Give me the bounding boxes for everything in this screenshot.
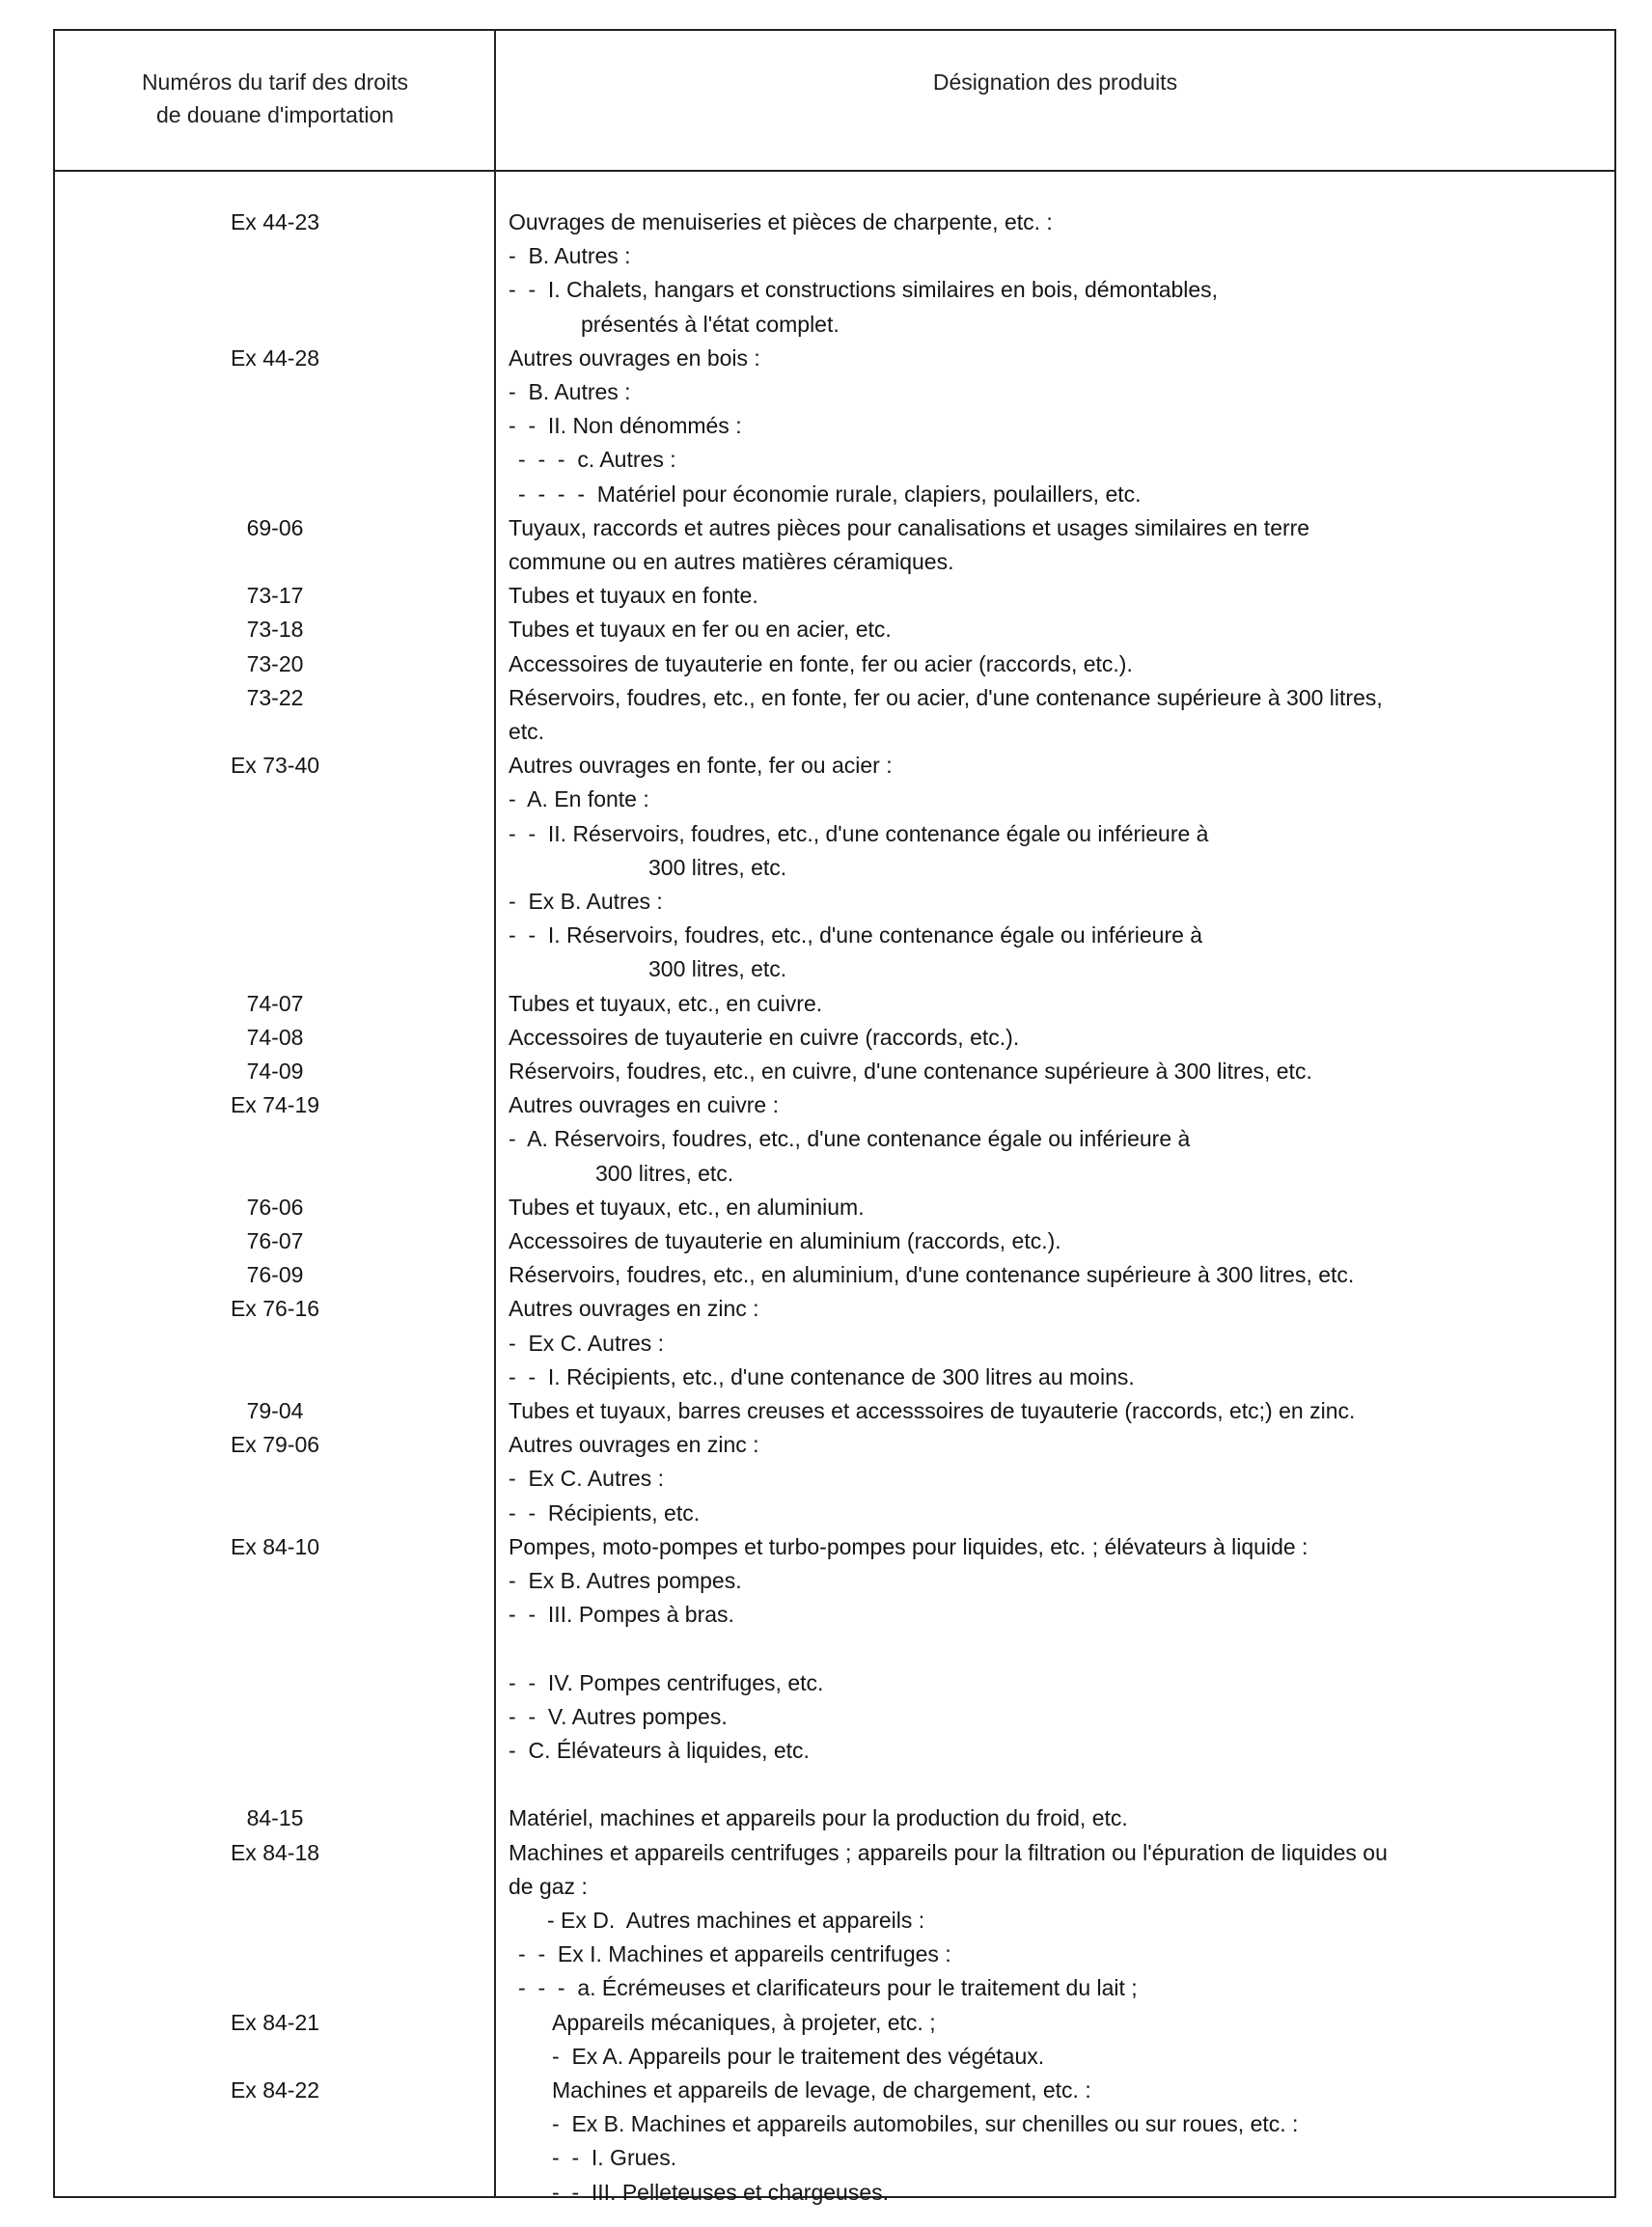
designation-dash-prefix: - - [509, 1602, 548, 1628]
tariff-code: 73-20 [246, 650, 304, 676]
designation-line [552, 2107, 1298, 2141]
designation-line [509, 1700, 728, 1734]
designation-text: B. Autres : [528, 379, 631, 404]
designation-line [518, 443, 676, 477]
designation-line [552, 2141, 676, 2175]
tariff-code: 84-15 [246, 1805, 304, 1831]
designation-line [509, 1836, 1609, 1870]
designation-line [509, 681, 1383, 715]
designation-text: commune ou en autres matières céramiques. [509, 549, 954, 574]
designation-text: Autres ouvrages en bois : [509, 344, 760, 371]
designation-dash-prefix: - [509, 889, 529, 914]
designation-text: Matériel, machines et appareils pour la production du froid, etc. [509, 1805, 1128, 1831]
designation-text: Tubes et tuyaux en fer ou en acier, etc. [509, 617, 892, 643]
designation-text: 300 litres, etc. [648, 854, 787, 880]
designation-text: Réservoirs, foudres, etc., en aluminium, d'une contenance supérieure à 300 litres, etc. [509, 1262, 1355, 1288]
designation-line [509, 1666, 823, 1700]
designation-text: II. Réservoirs, foudres, etc., d'une contenance égale ou inférieure à [547, 820, 1209, 846]
designation-dash-prefix: - - [518, 1941, 558, 1967]
designation-text: Ex A. Appareils pour le traitement des végétaux. [571, 2043, 1045, 2069]
designation-line [509, 1088, 779, 1122]
tariff-code: 74-08 [246, 1024, 304, 1050]
designation-dash-prefix: - - - - [518, 481, 597, 507]
designation-dash-prefix: - - - [518, 1975, 578, 2001]
tariff-code: 69-06 [246, 514, 304, 540]
tariff-code: Ex 44-28 [230, 344, 320, 371]
designation-text: présentés à l'état complet. [581, 311, 840, 337]
header-tariff-numbers-line1: Numéros du tarif des droits [141, 69, 409, 95]
designation-line [509, 1801, 1128, 1835]
designation-line [509, 1428, 759, 1462]
designation-line [509, 647, 1133, 681]
designation-text: Ex B. Machines et appareils automobiles, sur chenilles ou sur roues, etc. : [571, 2111, 1299, 2137]
designation-line [509, 1734, 810, 1768]
designation-line [509, 1191, 865, 1224]
designation-text: Récipients, etc. [547, 1499, 701, 1526]
designation-line [509, 715, 544, 749]
designation-text: A. En fonte : [527, 786, 649, 812]
designation-line [552, 2176, 889, 2210]
designation-dash-prefix: - [509, 243, 529, 269]
designation-text: I. Récipients, etc., d'une contenance de 300 litres au moins. [547, 1363, 1135, 1389]
designation-line [509, 375, 631, 409]
designation-text: I. Réservoirs, foudres, etc., d'une contenance égale ou inférieure à [547, 922, 1203, 949]
designation-dash-prefix: - - [552, 2145, 592, 2171]
designation-text: Ouvrages de menuiseries et pièces de charpente, etc. : [509, 209, 1053, 234]
designation-text: III. Pompes à bras. [547, 1602, 734, 1628]
tariff-code: 74-07 [246, 990, 304, 1016]
designation-text: de gaz : [509, 1873, 588, 1899]
tariff-code: 73-22 [246, 684, 304, 710]
tariff-code: Ex 73-40 [230, 753, 320, 779]
designation-text: Autres ouvrages en zinc : [509, 1432, 759, 1458]
designation-text: Réservoirs, foudres, etc., en cuivre, d'une contenance supérieure à 300 litres, etc. [509, 1059, 1312, 1084]
designation-dash-prefix: - - [509, 922, 548, 949]
designation-line [509, 783, 649, 816]
designation-text: B. Autres : [528, 243, 631, 269]
tariff-code: 73-18 [246, 617, 304, 643]
table-right-border [1614, 29, 1616, 2198]
designation-line [648, 851, 786, 885]
designation-text: Autres ouvrages en zinc : [509, 1296, 759, 1322]
designation-text: Autres ouvrages en cuivre : [509, 1092, 779, 1118]
designation-text: C. Élévateurs à liquides, etc. [528, 1738, 810, 1763]
designation-line [509, 1497, 700, 1530]
designation-line [509, 1292, 759, 1326]
tariff-code: Ex 84-22 [230, 2077, 320, 2103]
designation-line [509, 511, 1609, 545]
designation-line [509, 1122, 1190, 1156]
designation-dash-prefix: - [509, 1738, 529, 1763]
designation-line [509, 1462, 664, 1496]
designation-line [552, 2006, 936, 2040]
designation-dash-prefix: - - [509, 277, 548, 303]
designation-text: Machines et appareils de levage, de chargement, etc. : [552, 2077, 1091, 2103]
designation-text: Accessoires de tuyauterie en fonte, fer ou acier (raccords, etc.). [509, 650, 1133, 676]
designation-dash-prefix: - - [509, 413, 548, 439]
designation-dash-prefix: - [509, 786, 528, 812]
tariff-code: Ex 79-06 [230, 1432, 320, 1458]
designation-text: A. Réservoirs, foudres, etc., d'une contenance égale ou inférieure à [527, 1126, 1191, 1152]
designation-text: Accessoires de tuyauterie en cuivre (raccords, etc.). [509, 1024, 1020, 1050]
designation-text: Appareils mécaniques, à projeter, etc. ; [552, 2009, 936, 2035]
designation-dash-prefix: - - - [518, 447, 578, 473]
designation-text: Pompes, moto-pompes et turbo-pompes pour liquides, etc. ; élévateurs à liquide : [509, 1533, 1308, 1559]
designation-line [552, 2040, 1044, 2074]
designation-line [509, 579, 758, 613]
tariff-code: Ex 76-16 [230, 1296, 320, 1322]
designation-text: Ex B. Autres pompes. [528, 1568, 742, 1593]
designation-line [509, 1224, 1061, 1258]
designation-text: c. Autres : [577, 447, 676, 473]
designation-text: etc. [509, 719, 545, 744]
tariff-code: Ex 84-21 [230, 2009, 320, 2035]
tariff-code: 76-07 [246, 1228, 304, 1253]
designation-text: V. Autres pompes. [547, 1703, 728, 1729]
designation-text: III. Pelleteuses et chargeuses. [591, 2179, 890, 2205]
designation-line [552, 2074, 1091, 2107]
designation-dash-prefix: - [509, 1126, 528, 1152]
table-column-divider [494, 29, 496, 2198]
designation-dash-prefix: - [509, 1568, 529, 1593]
designation-dash-prefix: - [509, 1466, 529, 1492]
tariff-code: 79-04 [246, 1398, 304, 1423]
designation-text: Ex C. Autres : [528, 1330, 665, 1356]
designation-line [509, 1361, 1135, 1394]
designation-line [518, 1938, 951, 1971]
table-top-border [53, 29, 1616, 31]
header-product-designation: Désignation des produits [932, 69, 1178, 95]
tariff-code: Ex 84-10 [230, 1533, 320, 1559]
designation-line [509, 885, 663, 919]
designation-line [509, 1327, 664, 1361]
designation-line [509, 1564, 742, 1598]
designation-line [509, 206, 1053, 239]
designation-text: Matériel pour économie rurale, clapiers, poulaillers, etc. [596, 481, 1142, 507]
header-tariff-numbers [58, 66, 492, 131]
designation-text: Réservoirs, foudres, etc., en fonte, fer ou acier, d'une contenance supérieure à 300 litres, [509, 684, 1383, 710]
designation-line [509, 1870, 588, 1904]
tariff-code: 76-06 [246, 1194, 304, 1220]
designation-line [509, 749, 893, 783]
designation-text: Tuyaux, raccords et autres pièces pour canalisations et usages similaires en terre [509, 514, 1310, 540]
designation-text: Autres ouvrages en fonte, fer ou acier : [509, 753, 893, 779]
tariff-code: Ex 74-19 [230, 1092, 320, 1118]
designation-text: Ex I. Machines et appareils centrifuges : [557, 1941, 951, 1967]
designation-line [509, 1021, 1019, 1055]
designation-line [509, 409, 742, 443]
designation-text: Ex C. Autres : [528, 1466, 665, 1492]
tariff-code: 73-17 [246, 583, 304, 609]
designation-line [595, 1157, 733, 1191]
tariff-code: 74-09 [246, 1059, 304, 1084]
designation-text: Tubes et tuyaux en fonte. [509, 583, 758, 609]
designation-dash-prefix: - [552, 2043, 572, 2069]
designation-dash-prefix: - [509, 1330, 529, 1356]
table-left-border [53, 29, 55, 2198]
designation-dash-prefix: - - [552, 2179, 592, 2205]
designation-line [509, 1530, 1308, 1564]
designation-text: I. Chalets, hangars et constructions similaires en bois, démontables, [547, 277, 1219, 303]
designation-line [509, 239, 631, 273]
designation-dash-prefix: - - [509, 1703, 548, 1729]
designation-text: Machines et appareils centrifuges ; appareils pour la filtration ou l'épuration de liquides ou [509, 1839, 1388, 1865]
designation-line [581, 308, 840, 342]
table-header-divider [53, 170, 1616, 172]
tariff-code: Ex 44-23 [230, 209, 320, 234]
designation-line [509, 1598, 734, 1632]
designation-dash-prefix: - [509, 379, 529, 404]
designation-dash-prefix: - - [509, 1669, 548, 1695]
designation-text: IV. Pompes centrifuges, etc. [547, 1669, 824, 1695]
designation-line [509, 817, 1208, 851]
designation-line [648, 952, 786, 986]
designation-line [509, 545, 954, 579]
designation-line [509, 342, 760, 375]
header-tariff-numbers-line2: de douane d'importation [155, 102, 395, 127]
tariff-code: 76-09 [246, 1262, 304, 1288]
designation-dash-prefix: - [552, 2111, 572, 2137]
designation-line [518, 1971, 1138, 2005]
designation-text: II. Non dénommés : [547, 413, 742, 439]
designation-line [509, 273, 1218, 307]
designation-text: Tubes et tuyaux, etc., en aluminium. [509, 1194, 865, 1220]
designation-text: Accessoires de tuyauterie en aluminium (raccords, etc.). [509, 1228, 1061, 1253]
designation-text: Tubes et tuyaux, barres creuses et accesssoires de tuyauterie (raccords, etc;) en zinc. [509, 1398, 1356, 1423]
designation-text: I. Grues. [591, 2145, 677, 2171]
designation-dash-prefix: - - [509, 820, 548, 846]
designation-line [509, 987, 822, 1021]
designation-line [547, 1904, 924, 1938]
designation-line [509, 919, 1202, 952]
designation-text: a. Écrémeuses et clarificateurs pour le traitement du lait ; [577, 1975, 1138, 2001]
designation-dash-prefix: - - [509, 1499, 548, 1526]
designation-line [509, 1394, 1355, 1428]
designation-text: Autres machines et appareils : [625, 1908, 925, 1933]
designation-text: 300 litres, etc. [595, 1160, 734, 1186]
designation-dash-prefix: - - [509, 1363, 548, 1389]
designation-text: 300 litres, etc. [648, 956, 787, 982]
designation-line [509, 613, 892, 646]
designation-dash-prefix: - Ex D. [547, 1908, 626, 1933]
tariff-code: Ex 84-18 [230, 1839, 320, 1865]
designation-line [509, 1055, 1312, 1088]
designation-text: Tubes et tuyaux, etc., en cuivre. [509, 990, 823, 1016]
designation-line [509, 1258, 1354, 1292]
designation-line [518, 478, 1142, 511]
designation-text: Ex B. Autres : [528, 889, 663, 914]
